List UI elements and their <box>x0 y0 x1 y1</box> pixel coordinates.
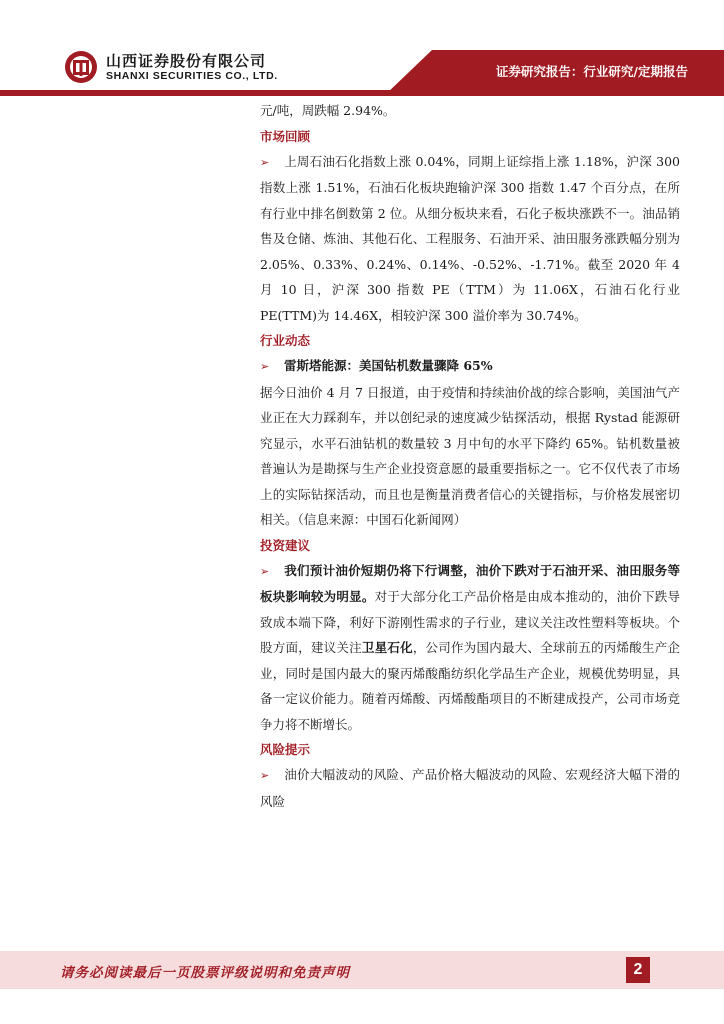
investment-advice-heading: 投资建议 <box>260 537 311 553</box>
report-body <box>260 98 680 814</box>
industry-news-heading: 行业动态 <box>260 333 311 348</box>
risk-text: 油价大幅波动的风险、产品价格大幅波动的风险、宏观经济大幅下滑的风险 <box>260 767 680 809</box>
arrow-bullet-icon: ➢ <box>260 564 270 578</box>
company-name-cn: 山西证券股份有限公司 <box>106 52 267 70</box>
investment-bold-lead: 我们预计油价短期仍将下行调整，油价下跌对于石油开采、油田服务等板块影响较为明显。 <box>260 562 680 604</box>
page-header <box>0 0 724 96</box>
risk-paragraph <box>260 762 680 814</box>
investment-text-2: ，公司作为国内最大、全球前五的丙烯酸生产企业，同时是国内最大的聚丙烯酸酯纺织化学品生产企业，规模优势明显，具备一定议价能力。随着丙烯酸、丙烯酸酯项目的不断建成投产，公司市场竞争力将不断增长。 <box>260 640 680 732</box>
intro-line: 元/吨，周跌幅 2.94%。 <box>260 103 396 118</box>
industry-news-bullet <box>260 353 680 380</box>
risk-heading: 风险提示 <box>260 742 311 757</box>
arrow-bullet-icon: ➢ <box>260 360 270 373</box>
investment-text-1: 对于大部分化工产品价格是由成本推动的，油价下跌导致成本端下降，利好下游刚性需求的子行业，建议关注改性塑料等板块。个股方面，建议关注 <box>260 589 680 655</box>
company-name-en: SHANXI SECURITIES CO., LTD. <box>106 70 278 82</box>
investment-advice-paragraph <box>260 558 680 738</box>
report-type: 证券研究报告：行业研究/定期报告 <box>495 64 688 79</box>
arrow-bullet-icon: ➢ <box>260 155 270 169</box>
market-review-heading: 市场回顾 <box>260 128 311 144</box>
page-number: 2 <box>626 957 650 983</box>
market-review-text: 上周石油石化指数上涨 0.04%，同期上证综指上涨 1.18%，沪深 300 指数上涨 1.51%，石油石化板块跑输沪深 300 指数 1.47 个百分点，在所有行业中排名倒数第 2 位。从细分板块来看，石化子板块涨跌不一。油品销售及仓储、炼油、其他石化、工程服务、石油开采、油田服务涨跌幅分别为 2.05%、0.33%、0.24%、0.14%、-0.52%、-1.71%。截至 2020 年 4 月 10 日，沪深 300 指数 PE（TTM）为 11.06X，石油石化行业 PE(TTM)为 14.46X，相较沪深 300 溢价率为 30.74%。 <box>260 153 680 323</box>
market-review-paragraph <box>260 149 680 329</box>
investment-company: 卫星石化 <box>361 640 413 655</box>
industry-news-title: 雷斯塔能源：美国钻机数量骤降 65% <box>284 358 493 373</box>
industry-news-body: 据今日油价 4 月 7 日报道，由于疫情和持续油价战的综合影响，美国油气产业正在大力踩刹车，并以创纪录的速度减少钻探活动，根据 Rystad 能源研究显示，水平石油钻机的数量较 3 月中旬的水平下降约 65%。钻机数量被普遍认为是勘探与生产企业投资意愿的最重要指标之一。它不仅代表了市场上的实际钻探活动，而且也是衡量消费者信心的关键指标，与价格发展密切相关。（信息来源：中国石化新闻网） <box>260 384 680 527</box>
header-banner <box>0 0 724 96</box>
footer-disclaimer: 请务必阅读最后一页股票评级说明和免责声明 <box>60 965 350 981</box>
arrow-bullet-icon: ➢ <box>260 769 270 782</box>
